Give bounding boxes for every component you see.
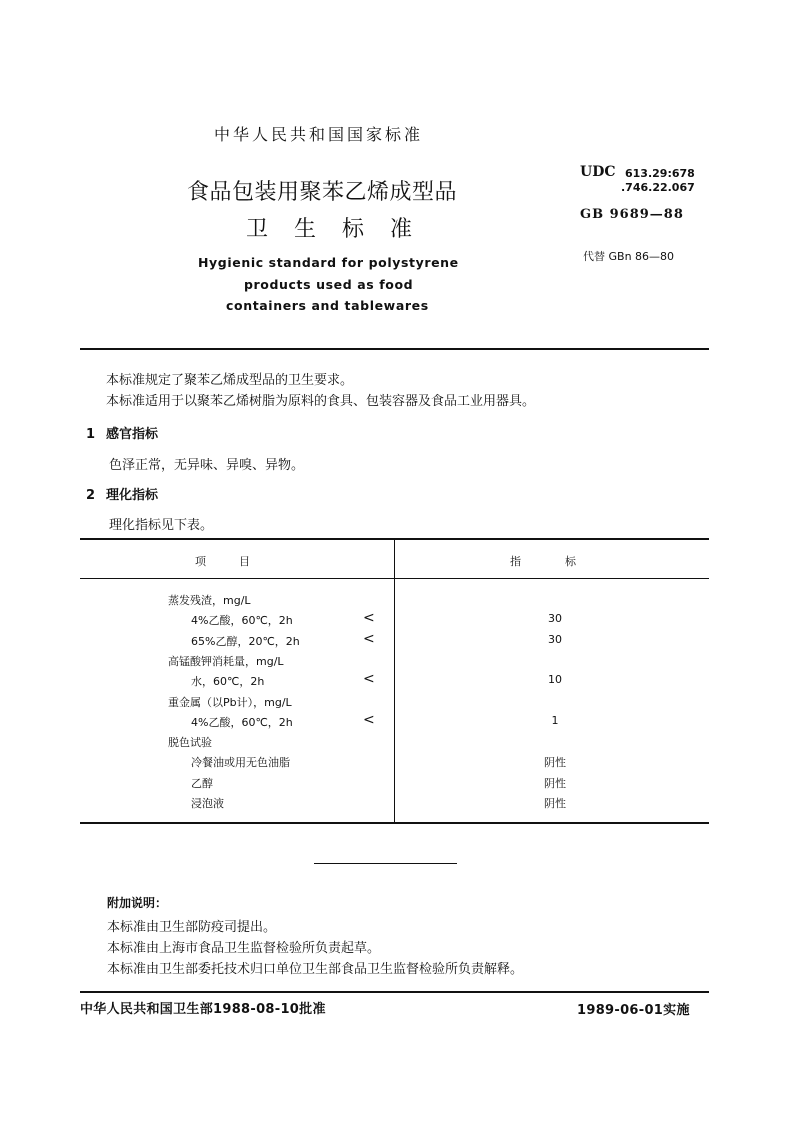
table-row-comparator: < xyxy=(363,630,375,647)
table-row-item: 4%乙酸，60℃，2h xyxy=(191,614,293,628)
header-divider xyxy=(80,348,709,350)
table-header-index: 指 标 xyxy=(510,555,576,568)
replaces-standard: 代替 GBn 86—80 xyxy=(583,250,675,263)
table-row-item: 高锰酸钾消耗量，mg/L xyxy=(168,654,284,668)
table-row xyxy=(0,612,794,632)
table-header-item: 项 目 xyxy=(195,555,250,568)
table-row-item: 重金属（以Pb计），mg/L xyxy=(168,695,292,709)
table-row-item: 冷餐油或用无色油脂 xyxy=(191,756,290,770)
table-bottom-rule xyxy=(80,822,709,824)
table-row-item: 脱色试验 xyxy=(168,736,212,750)
table-row-item: 浸泡液 xyxy=(191,797,224,810)
table-row-value: 阴性 xyxy=(544,797,566,810)
effective-date: 1989-06-01实施 xyxy=(577,1003,690,1018)
table-row xyxy=(0,754,794,774)
gb-number: GB 9689—88 xyxy=(580,207,684,222)
section-1-text: 色泽正常，无异味、异嗅、异物。 xyxy=(109,458,305,473)
intro-line-2: 本标准适用于以聚苯乙烯树脂为原料的食具、包装容器及食品工业用器具。 xyxy=(106,394,536,409)
table-row-item: 65%乙醇，20℃，2h xyxy=(191,634,300,648)
table-row-comparator: < xyxy=(363,610,375,627)
table-row xyxy=(0,630,794,653)
table-row-value: 30 xyxy=(548,612,562,626)
section-1-number: 1 xyxy=(86,427,96,442)
english-title-line-1: Hygienic standard for polystyrene xyxy=(198,255,459,270)
table-row xyxy=(0,694,794,714)
table-row xyxy=(0,775,794,795)
section-1-title: 感官指标 xyxy=(106,427,159,442)
table-row-comparator: < xyxy=(363,711,375,728)
table-row xyxy=(0,592,794,612)
english-title-line-2: products used as food xyxy=(244,277,414,292)
intro-line-1: 本标准规定了聚苯乙烯成型品的卫生要求。 xyxy=(106,373,354,388)
table-row-value: 30 xyxy=(548,632,562,646)
table-row-value: 10 xyxy=(548,673,562,687)
table-row-value: 1 xyxy=(551,713,559,727)
note-line-3: 本标准由卫生部委托技术归口单位卫生部食品卫生监督检验所负责解释。 xyxy=(107,962,524,977)
table-row xyxy=(0,673,794,693)
notes-heading: 附加说明： xyxy=(107,896,168,910)
issuing-body: 中华人民共和国国家标准 xyxy=(214,125,424,144)
table-row-value: 阴性 xyxy=(544,756,566,770)
english-title-line-3: containers and tablewares xyxy=(226,298,429,313)
section-2-text: 理化指标见下表。 xyxy=(109,518,214,533)
table-row-item: 水，60℃，2h xyxy=(191,675,265,689)
notes-separator xyxy=(314,863,457,864)
table-row xyxy=(0,795,794,815)
table-row-value: 阴性 xyxy=(544,776,566,790)
table-row-comparator: < xyxy=(363,671,375,688)
section-2-heading xyxy=(86,484,158,503)
table-row-item: 4%乙酸，60℃，2h xyxy=(191,715,293,729)
table-row xyxy=(0,734,794,754)
note-line-1: 本标准由卫生部防疫司提出。 xyxy=(107,920,277,935)
table-row-item: 乙醇 xyxy=(191,776,213,790)
udc-label: UDC xyxy=(580,164,616,180)
note-line-2: 本标准由上海市食品卫生监督检验所负责起草。 xyxy=(107,941,381,956)
table-row-item: 蒸发残渣，mg/L xyxy=(168,594,251,607)
table-row xyxy=(0,711,794,734)
udc-code-2: .746.22.067 xyxy=(621,181,695,194)
title-line-2: 卫生标准 xyxy=(246,217,439,242)
section-2-number: 2 xyxy=(86,488,96,503)
footer-rule xyxy=(80,991,709,993)
title-line-1: 食品包装用聚苯乙烯成型品 xyxy=(187,180,458,205)
section-1-heading xyxy=(86,423,158,442)
section-2-title: 理化指标 xyxy=(106,488,159,503)
table-row xyxy=(0,653,794,673)
approval-date: 中华人民共和国卫生部1988-08-10批准 xyxy=(80,1002,326,1017)
udc-code-1: 613.29:678 xyxy=(625,167,695,180)
